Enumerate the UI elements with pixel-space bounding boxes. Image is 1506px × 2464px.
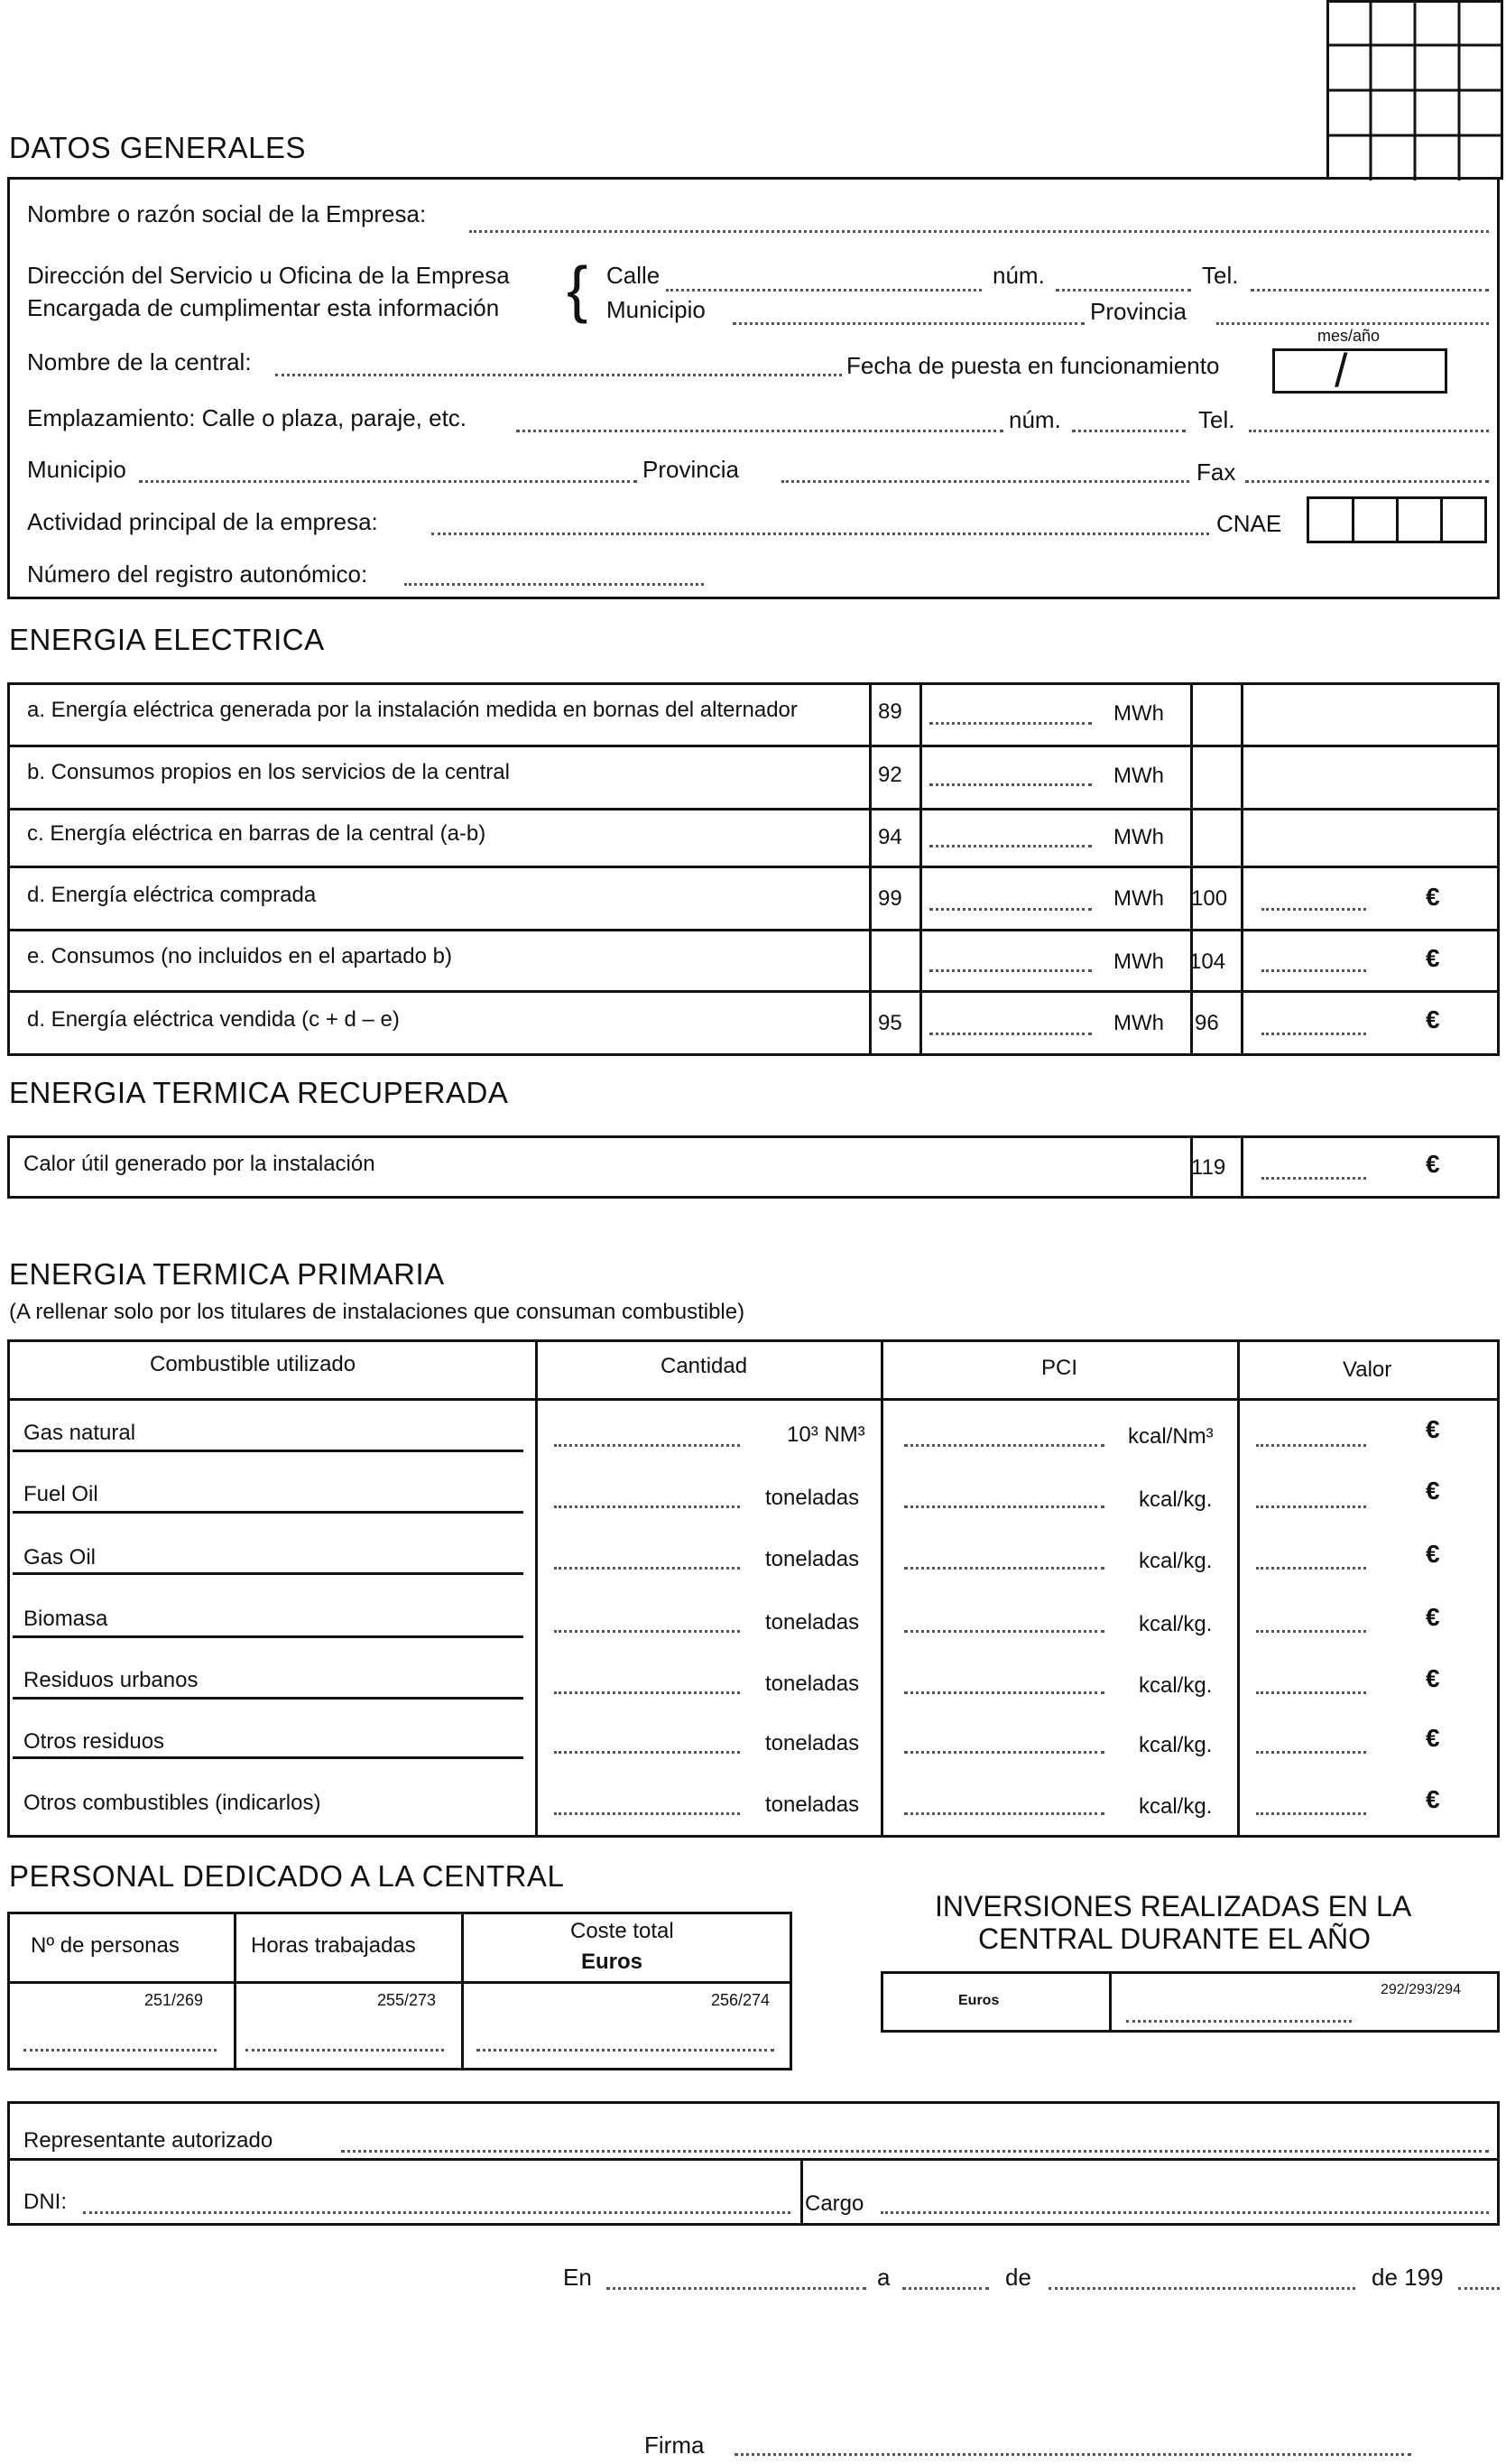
cnae-divider <box>1440 499 1443 541</box>
electric-row-code: 92 <box>878 763 902 787</box>
location-tel-field[interactable] <box>1249 430 1489 432</box>
euro-icon: € <box>1426 1005 1440 1033</box>
place-en-label: En <box>563 2264 592 2291</box>
euro-icon: € <box>1426 1150 1440 1178</box>
fuel-name: Residuos urbanos <box>23 1668 199 1692</box>
location-tel-label: Tel. <box>1198 406 1235 433</box>
electric-row-label: c. Energía eléctrica en barras de la central (a-b) <box>27 821 486 846</box>
col-divider <box>881 1342 883 1835</box>
municipio2-field[interactable] <box>139 480 637 483</box>
euro-icon: € <box>1426 1540 1440 1568</box>
day-field[interactable] <box>902 2287 989 2290</box>
fuel-unit: toneladas <box>765 1547 860 1571</box>
row-divider <box>10 745 1497 747</box>
section-title-primary: ENERGIA TERMICA PRIMARIA <box>9 1257 445 1291</box>
col-divider <box>919 685 922 1053</box>
start-date-field[interactable] <box>1272 345 1447 397</box>
section-title-general: DATOS GENERALES <box>9 131 307 164</box>
activity-field[interactable] <box>431 533 1209 535</box>
cargo-label: Cargo <box>805 2191 864 2216</box>
electric-row-code: 95 <box>878 1011 902 1035</box>
representative-label: Representante autorizado <box>23 2128 273 2153</box>
electric-row-unit: MWh <box>1113 825 1164 849</box>
brace-icon: { <box>567 254 588 324</box>
recovered-euro-field[interactable] <box>1261 1177 1366 1180</box>
electric-row-unit: MWh <box>1113 1011 1164 1035</box>
electric-row-label: b. Consumos propios en los servicios de la central <box>27 760 510 784</box>
electric-row-code2: 100 <box>1191 886 1228 911</box>
personnel-header-people: Nº de personas <box>31 1933 180 1958</box>
electric-row-unit: MWh <box>1113 886 1164 911</box>
primary-header: Combustible utilizado <box>150 1352 356 1376</box>
location-label: Emplazamiento: Calle o plaza, paraje, etc. <box>27 404 467 431</box>
fuel-name: Otros residuos <box>23 1729 165 1754</box>
fuel-name: Gas Oil <box>23 1545 97 1570</box>
fuel-value-field[interactable] <box>1256 1691 1366 1694</box>
fuel-pci-field[interactable] <box>904 1751 1104 1754</box>
primary-note: (A rellenar solo por los titulares de instalaciones que consuman combustible) <box>9 1300 745 1324</box>
fuel-value-field[interactable] <box>1256 1444 1366 1447</box>
fuel-row-underline <box>13 1572 523 1575</box>
location-num-label: núm. <box>1009 406 1061 433</box>
row-divider <box>10 1398 1497 1401</box>
section-title-recovered: ENERGIA TERMICA RECUPERADA <box>9 1076 509 1109</box>
personnel-header-euros: Euros <box>581 1950 643 1974</box>
electric-row-value-field[interactable] <box>929 908 1092 911</box>
electric-row-code: 94 <box>878 825 902 849</box>
fuel-quantity-field[interactable] <box>554 1630 740 1633</box>
representative-box <box>7 2101 1500 2226</box>
col-divider <box>800 2158 803 2223</box>
calle-field[interactable] <box>666 289 982 292</box>
electric-row-code: 89 <box>878 699 902 724</box>
personnel-cost-field[interactable] <box>476 2049 774 2052</box>
electric-row-euro-field[interactable] <box>1261 1033 1366 1035</box>
euro-icon: € <box>1426 944 1440 972</box>
electric-row-value-field[interactable] <box>929 783 1092 786</box>
personnel-header-cost: Coste total <box>570 1919 674 1943</box>
electric-row-code: 99 <box>878 886 902 911</box>
personnel-code: 251/269 <box>144 1991 204 2009</box>
num-label: núm. <box>993 262 1045 289</box>
electric-row-unit: MWh <box>1113 949 1164 974</box>
col-divider <box>535 1342 538 1835</box>
electric-table <box>7 682 1500 1056</box>
personnel-hours-field[interactable] <box>245 2049 444 2052</box>
euro-icon: € <box>1426 1785 1440 1813</box>
location-field[interactable] <box>516 430 1003 432</box>
investments-field[interactable] <box>1126 2020 1352 2023</box>
col-divider <box>461 1914 464 2068</box>
activity-label: Actividad principal de la empresa: <box>27 508 378 535</box>
fuel-name: Fuel Oil <box>23 1482 98 1506</box>
electric-row-value-field[interactable] <box>929 969 1092 972</box>
dni-field[interactable] <box>83 2211 790 2214</box>
fuel-unit: 10³ NM³ <box>787 1422 865 1447</box>
row-divider <box>10 2158 1497 2161</box>
col-divider <box>1109 1974 1112 2030</box>
fuel-row-underline <box>13 1450 523 1452</box>
provincia-label: Provincia <box>1090 298 1187 325</box>
col-divider <box>1190 685 1193 1053</box>
personnel-header-hours: Horas trabajadas <box>251 1933 416 1958</box>
primary-header: Cantidad <box>661 1354 748 1378</box>
fuel-pci-unit: kcal/Nm³ <box>1128 1424 1214 1449</box>
cargo-field[interactable] <box>881 2211 1489 2214</box>
grid-lines <box>1326 0 1503 181</box>
address-label-1: Dirección del Servicio u Oficina de la Empresa <box>27 262 510 289</box>
primary-header: PCI <box>1041 1356 1078 1380</box>
fuel-pci-field[interactable] <box>904 1630 1104 1633</box>
fuel-quantity-field[interactable] <box>554 1751 740 1754</box>
municipio-label: Municipio <box>606 296 706 323</box>
fuel-quantity-field[interactable] <box>554 1812 740 1815</box>
place-field[interactable] <box>606 2287 866 2290</box>
fuel-unit: toneladas <box>765 1672 860 1696</box>
fuel-row-underline <box>13 1635 523 1638</box>
date-de-label: de <box>1005 2264 1031 2291</box>
month-field[interactable] <box>1049 2287 1355 2290</box>
fax-field[interactable] <box>1245 480 1489 483</box>
calle-label: Calle <box>606 262 661 289</box>
personnel-code: 256/274 <box>711 1991 771 2009</box>
date-slash: / <box>1335 345 1348 397</box>
cnae-divider <box>1396 499 1399 541</box>
electric-row-label: a. Energía eléctrica generada por la instalación medida en bornas del alternador <box>27 698 798 722</box>
investments-code: 292/293/294 <box>1381 1982 1461 1997</box>
tel-label: Tel. <box>1202 262 1239 289</box>
mes-ano-label: mes/año <box>1317 327 1381 345</box>
electric-row-value-field[interactable] <box>929 1033 1092 1035</box>
fuel-value-field[interactable] <box>1256 1567 1366 1570</box>
col-divider <box>1241 685 1243 1053</box>
section-title-personnel: PERSONAL DEDICADO A LA CENTRAL <box>9 1859 565 1893</box>
representative-field[interactable] <box>341 2150 1489 2153</box>
electric-row-label: d. Energía eléctrica comprada <box>27 883 317 907</box>
fuel-unit: toneladas <box>765 1486 860 1510</box>
date-a-label: a <box>877 2264 891 2291</box>
fuel-pci-field[interactable] <box>904 1505 1104 1508</box>
plant-name-field[interactable] <box>275 374 842 376</box>
fuel-pci-unit: kcal/kg. <box>1139 1549 1213 1573</box>
fuel-pci-unit: kcal/kg. <box>1139 1733 1213 1757</box>
fax-label: Fax <box>1196 459 1236 486</box>
electric-row-euro-field[interactable] <box>1261 969 1366 972</box>
col-divider <box>869 685 872 1053</box>
electric-row-value-field[interactable] <box>929 845 1092 848</box>
electric-row-code2: 104 <box>1189 949 1226 974</box>
electric-row-unit: MWh <box>1113 701 1164 726</box>
electric-row-unit: MWh <box>1113 764 1164 788</box>
fuel-pci-unit: kcal/kg. <box>1139 1673 1213 1698</box>
address-label-2: Encargada de cumplimentar esta información <box>27 294 500 321</box>
num-field[interactable] <box>1056 289 1191 292</box>
euro-icon: € <box>1426 883 1440 911</box>
municipio-field[interactable] <box>733 322 1085 325</box>
section-title-electric: ENERGIA ELECTRICA <box>9 623 325 656</box>
fuel-value-field[interactable] <box>1256 1630 1366 1633</box>
row-divider <box>10 808 1497 811</box>
fuel-quantity-field[interactable] <box>554 1567 740 1570</box>
fuel-pci-unit: kcal/kg. <box>1139 1794 1213 1819</box>
registry-label: Número del registro autonómico: <box>27 560 368 588</box>
recovered-label: Calor útil generado por la instalación <box>23 1152 375 1176</box>
recovered-code: 119 <box>1191 1155 1226 1180</box>
fuel-value-field[interactable] <box>1256 1505 1366 1508</box>
tel-field[interactable] <box>1251 289 1489 292</box>
location-num-field[interactable] <box>1072 430 1186 432</box>
fuel-unit: toneladas <box>765 1792 860 1817</box>
company-name-label: Nombre o razón social de la Empresa: <box>27 200 427 227</box>
electric-row-value-field[interactable] <box>929 722 1092 725</box>
personnel-people-field[interactable] <box>23 2049 217 2052</box>
electric-row-label: e. Consumos (no incluidos en el apartado b) <box>27 944 452 968</box>
municipio2-label: Municipio <box>27 456 126 483</box>
row-divider <box>10 929 1497 931</box>
fuel-pci-unit: kcal/kg. <box>1139 1487 1213 1512</box>
fuel-name: Biomasa <box>23 1607 108 1631</box>
fuel-value-field[interactable] <box>1256 1751 1366 1754</box>
plant-name-label: Nombre de la central: <box>27 348 252 375</box>
col-divider <box>234 1914 236 2068</box>
euro-icon: € <box>1426 1724 1440 1752</box>
dni-label: DNI: <box>23 2190 67 2214</box>
col-divider <box>1237 1342 1240 1835</box>
year-label: de 199 <box>1372 2264 1444 2291</box>
euro-icon: € <box>1426 1415 1440 1443</box>
company-name-field[interactable] <box>469 230 1489 233</box>
provincia2-label: Provincia <box>642 456 739 483</box>
row-divider <box>10 1981 790 1984</box>
provincia-field[interactable] <box>1216 322 1489 325</box>
fuel-name: Otros combustibles (indicarlos) <box>23 1791 321 1815</box>
fuel-row-underline <box>13 1756 523 1759</box>
primary-table <box>7 1339 1500 1838</box>
electric-row-code2: 96 <box>1195 1011 1219 1035</box>
primary-header: Valor <box>1343 1357 1392 1382</box>
fuel-unit: toneladas <box>765 1731 860 1755</box>
fuel-pci-field[interactable] <box>904 1691 1104 1694</box>
office-use-grid <box>1326 0 1503 181</box>
fuel-quantity-field[interactable] <box>554 1505 740 1508</box>
investments-label: Euros <box>958 1993 1000 2008</box>
fuel-pci-field[interactable] <box>904 1567 1104 1570</box>
cnae-divider <box>1352 499 1354 541</box>
fuel-row-underline <box>13 1697 523 1700</box>
investments-title-2: CENTRAL DURANTE EL AÑO <box>978 1922 1372 1955</box>
electric-row-euro-field[interactable] <box>1261 908 1366 911</box>
col-divider <box>1241 1138 1243 1196</box>
electric-row-label: d. Energía eléctrica vendida (c + d – e) <box>27 1007 400 1032</box>
row-divider <box>10 990 1497 993</box>
provincia2-field[interactable] <box>781 480 1189 483</box>
signature-label: Firma <box>644 2432 705 2459</box>
fuel-unit: toneladas <box>765 1610 860 1635</box>
fuel-row-underline <box>13 1511 523 1514</box>
euro-icon: € <box>1426 1664 1440 1692</box>
fuel-pci-field[interactable] <box>904 1812 1104 1815</box>
row-divider <box>10 866 1497 868</box>
signature-field[interactable] <box>735 2453 1411 2456</box>
fuel-value-field[interactable] <box>1256 1812 1366 1815</box>
registry-field[interactable] <box>404 583 704 586</box>
start-date-label: Fecha de puesta en funcionamiento <box>846 352 1220 379</box>
personnel-code: 255/273 <box>377 1991 437 2009</box>
fuel-pci-field[interactable] <box>904 1444 1104 1447</box>
year-field[interactable] <box>1458 2287 1500 2290</box>
fuel-quantity-field[interactable] <box>554 1444 740 1447</box>
investments-title-1: INVERSIONES REALIZADAS EN LA <box>935 1890 1412 1922</box>
cnae-field[interactable] <box>1307 496 1487 543</box>
fuel-quantity-field[interactable] <box>554 1691 740 1694</box>
fuel-pci-unit: kcal/kg. <box>1139 1612 1213 1636</box>
euro-icon: € <box>1426 1477 1440 1505</box>
euro-icon: € <box>1426 1603 1440 1631</box>
cnae-label: CNAE <box>1216 510 1282 537</box>
fuel-name: Gas natural <box>23 1421 136 1445</box>
